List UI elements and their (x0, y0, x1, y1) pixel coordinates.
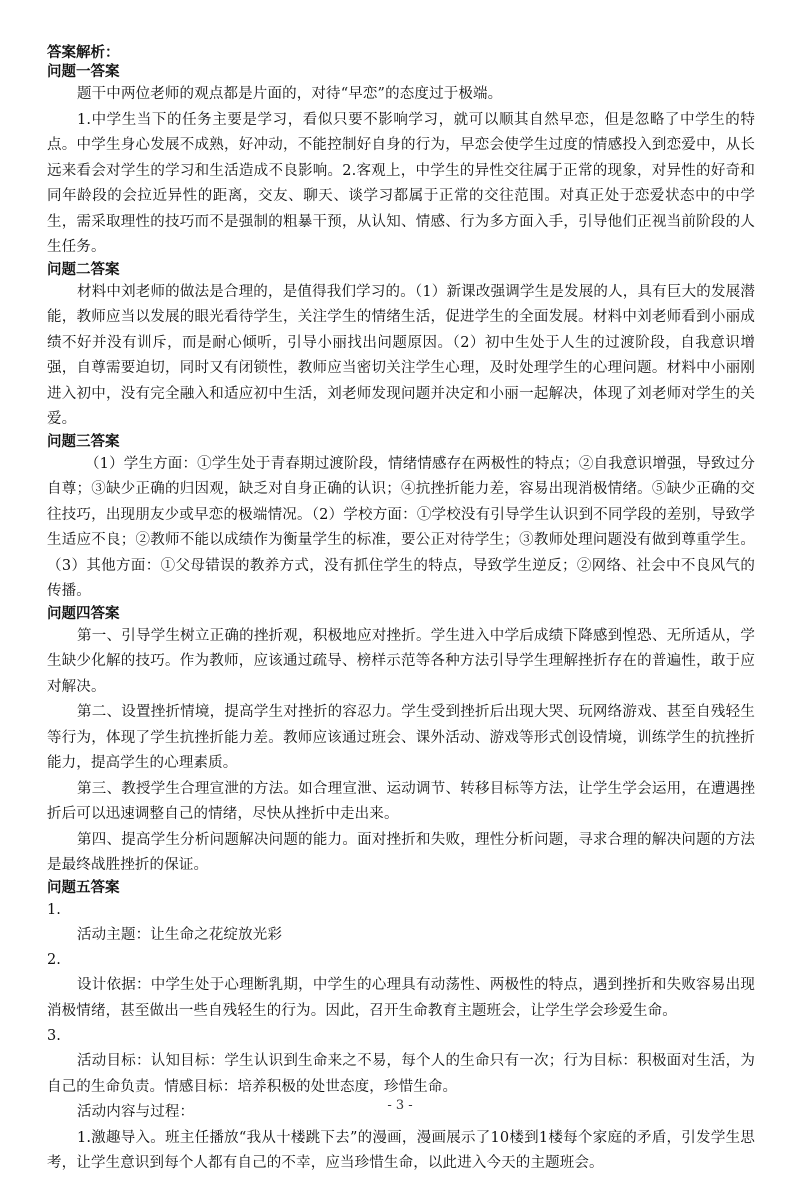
q4-paragraph: 第四、提高学生分析问题解决问题的能力。面对挫折和失败，理性分析问题，寻求合理的解决问题的方法是最终战胜挫折的保证。 (47, 831, 755, 873)
q1-paragraph: 1.中学生当下的任务主要是学习，看似只要不影响学习，就可以顺其自然早恋，但是忽略了中学生的特点。中学生身心发展不成熟，好冲动，不能控制好自身的行为，早恋会使学生过度的情感投入到恋爱中，从长远来看会对学生的学习和生活造成不良影响。2.客观上，中学生的异性交往属于正常的现象，对异性的好奇和同年龄段的会拉近异性的距离，交友、聊天、谈学习都属于正常的交往范围。对真正处于恋爱状态中的中学生，需采取理性的技巧而不是强制的粗暴干预，从认知、情感、行为多方面入手，引导他们正视当前阶段的人生任务。 (47, 111, 755, 255)
q1-heading: 问题一答案 (47, 64, 120, 80)
q5-design-basis: 设计依据：中学生处于心理断乳期，中学生的心理具有动荡性、两极性的特点，遇到挫折和失败容易出现消极情绪，甚至做出一些自残轻生的行为。因此，召开生命教育主题班会，让学生学会珍爱生命。 (47, 977, 755, 1019)
q4-paragraph: 第二、设置挫折情境，提高学生对挫折的容忍力。学生受到挫折后出现大哭、玩网络游戏、甚至自残轻生等行为，体现了学生抗挫折能力差。教师应该通过班会、课外活动、游戏等形式创设情境，训练学生的抗挫折能力，提高学生的心理素质。 (47, 704, 755, 771)
answer-content (47, 44, 755, 1177)
q4-paragraph: 第三、教授学生合理宣泄的方法。如合理宣泄、运动调节、转移目标等方法，让学生学会运用，在遭遇挫折后可以迅速调整自己的情绪，尽快从挫折中走出来。 (47, 780, 755, 822)
q5-activity-goals: 活动目标：认知目标：学生认识到生命来之不易，每个人的生命只有一次；行为目标：积极面对生活，为自己的生命负责。情感目标：培养积极的处世态度，珍惜生命。 (47, 1053, 755, 1095)
q4-heading: 问题四答案 (47, 605, 120, 622)
q5-heading: 问题五答案 (47, 879, 120, 896)
q4-paragraph: 第一、引导学生树立正确的挫折观，积极地应对挫折。学生进入中学后成绩下降感到惶恐、无所适从，学生缺少化解的技巧。作为教师，应该通过疏导、榜样示范等各种方法引导学生理解挫折存在的普遍性，敢于应对解决。 (47, 627, 755, 695)
q5-activity-theme: 活动主题：让生命之花绽放光彩 (77, 926, 283, 943)
q2-heading: 问题二答案 (47, 261, 120, 278)
q2-paragraph: 材料中刘老师的做法是合理的，是值得我们学习的。（1）新课改强调学生是发展的人，具有巨大的发展潜能，教师应当以发展的眼光看待学生，关注学生的情绪生活，促进学生的全面发展。材料中刘老师看到小丽成绩不好并没有训斥，而是耐心倾听，引导小丽找出问题原因。（2）初中生处于人生的过渡阶段，自我意识增强，自尊需要迫切，同时又有闭锁性，教师应当密切关注学生心理，及时处理学生的心理问题。材料中小丽刚进入初中，没有完全融入和适应初中生活，刘老师发现问题并决定和小丽一起解决，体现了刘老师对学生的关爱。 (47, 283, 755, 427)
q3-paragraph: （1）学生方面：①学生处于青春期过渡阶段，情绪情感存在两极性的特点；②自我意识增强，导致过分自尊；③缺少正确的归因观，缺乏对自身正确的认识；④抗挫折能力差，容易出现消极情绪。⑤缺少正确的交往技巧，出现朋友少或早恋的极端情况。（2）学校方面：①学校没有引导学生认识到不同学段的差别，导致学生适应不良；②教师不能以成绩作为衡量学生的标准，要公正对待学生；③教师处理问题没有做到尊重学生。（3）其他方面：①父母错误的教养方式，没有抓住学生的特点，导致学生逆反；②网络、社会中不良风气的传播。 (47, 455, 755, 599)
q3-heading: 问题三答案 (47, 433, 120, 450)
section-title: 答案解析： (47, 45, 120, 61)
q5-item-number: 2. (47, 952, 61, 968)
q5-process-label: 活动内容与过程： (77, 1104, 195, 1120)
q5-process-text: 1.激趣导入。班主任播放“我从十楼跳下去”的漫画，漫画展示了10楼到1楼每个家庭的矛盾，引发学生思考，让学生意识到每个人都有自己的不幸，应当珍惜生命，以此进入今天的主题班会。 (47, 1129, 755, 1171)
page-number: - 3 - (387, 1098, 413, 1113)
q1-paragraph: 题干中两位老师的观点都是片面的，对待“早恋”的态度过于极端。 (77, 86, 503, 102)
q5-item-number: 3. (47, 1028, 61, 1044)
q5-item-number: 1. (47, 901, 61, 918)
